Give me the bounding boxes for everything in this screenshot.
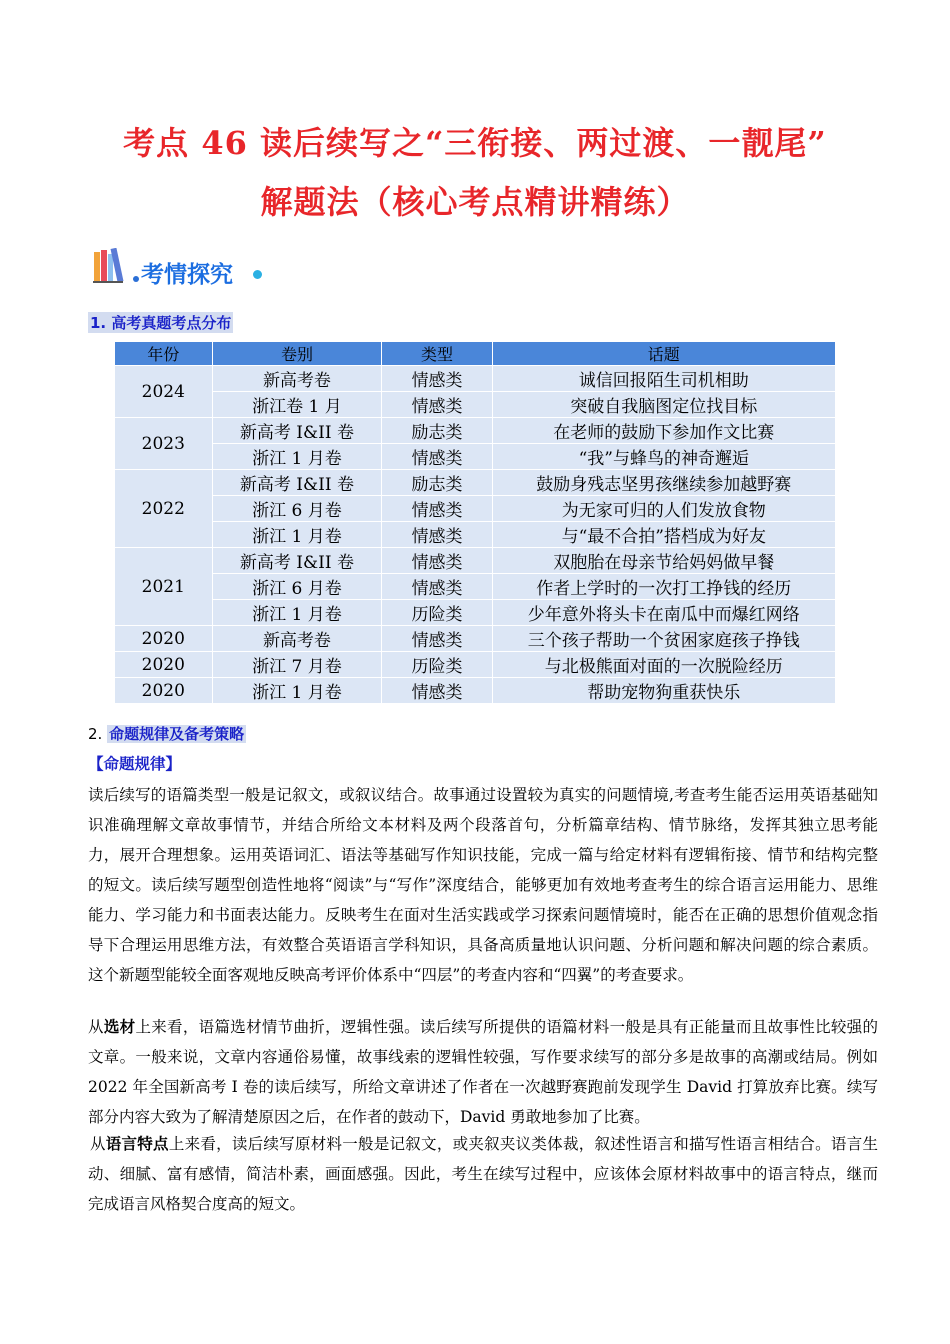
cell-type: 励志类	[382, 418, 492, 444]
header-paper: 卷别	[212, 342, 382, 366]
para2-text: 上来看，语篇选材情节曲折，逻辑性强。读后续写所提供的语篇材料一般是具有正能量而且故事性比较强的文章。一般来说，文章内容通俗易懂，故事线索的逻辑性较强，写作要求续写的部分多是故事的高潮或结局。例如 2022 年全国新高考 I 卷的读后续写，所给文章讲述了作者在一次越野赛跑前发现学生 David 打算放弃比赛。续写部分内容大致为了解清楚原因之后，在作者的鼓动下，David 勇敢地参加了比赛。	[88, 1018, 878, 1126]
cell-year: 2022	[115, 470, 213, 548]
cell-paper: 新高考 I&II 卷	[212, 548, 382, 574]
cell-topic: 少年意外将头卡在南瓜中而爆红网络	[492, 600, 835, 626]
books-icon	[93, 248, 133, 284]
cell-year: 2021	[115, 548, 213, 626]
cell-type: 励志类	[382, 470, 492, 496]
para2-prefix: 从	[88, 1018, 104, 1036]
table-row	[115, 548, 836, 574]
para3-keyword: 语言特点	[105, 1134, 169, 1153]
cell-paper: 浙江 1 月卷	[212, 444, 382, 470]
section2-heading	[88, 723, 246, 744]
table-row	[115, 392, 836, 418]
section2-number: 2.	[88, 725, 103, 743]
cell-topic: 诚信回报陌生司机相助	[492, 366, 835, 392]
cell-year: 2020	[115, 626, 213, 652]
table-header-row	[115, 342, 836, 366]
cell-topic: 帮助宠物狗重获快乐	[492, 678, 835, 704]
cell-paper: 新高考卷	[212, 626, 382, 652]
document-title-line2: 解题法（核心考点精讲精练）	[260, 183, 690, 221]
cell-paper: 浙江 6 月卷	[212, 496, 382, 522]
cell-type: 历险类	[382, 600, 492, 626]
header-year: 年份	[115, 342, 213, 366]
table-row	[115, 678, 836, 704]
cell-year: 2020	[115, 652, 213, 678]
cell-paper: 浙江 6 月卷	[212, 574, 382, 600]
cell-type: 历险类	[382, 652, 492, 678]
section2-title: 命题规律及备考策略	[109, 725, 245, 743]
cell-year: 2024	[115, 366, 213, 418]
cell-topic: 三个孩子帮助一个贫困家庭孩子挣钱	[492, 626, 835, 652]
cell-type: 情感类	[382, 574, 492, 600]
para2-keyword: 选材	[103, 1017, 136, 1036]
exam-distribution-table	[114, 341, 836, 704]
cell-topic: 与北极熊面对面的一次脱险经历	[492, 652, 835, 678]
para3-text: 上来看，读后续写原材料一般是记叙文，或夹叙夹议类体裁，叙述性语言和描写性语言相结合。语言生动、细腻、富有感情，简洁朴素，画面感强。因此，考生在续写过程中，应该体会原材料故事中的语言特点，继而完成语言风格契合度高的短文。	[88, 1135, 878, 1213]
cell-year: 2023	[115, 418, 213, 470]
cell-topic: 与“最不合拍”搭档成为好友	[492, 522, 835, 548]
cell-year: 2020	[115, 678, 213, 704]
table-row	[115, 470, 836, 496]
cell-paper: 新高考卷	[212, 366, 382, 392]
cell-paper: 浙江卷 1 月	[212, 392, 382, 418]
cell-topic: “我”与蜂鸟的神奇邂逅	[492, 444, 835, 470]
paragraph-rules: 读后续写的语篇类型一般是记叙文，或叙议结合。故事通过设置较为真实的问题情境,考查考生能否运用英语基础知识准确理解文章故事情节，并结合所给文本材料及两个段落首句，分析篇章结构、情节脉络，发挥其独立思考能力，展开合理想象。运用英语词汇、语法等基础写作知识技能，完成一篇与给定材料有逻辑衔接、情节和结构完整的短文。读后续写题型创造性地将“阅读”与“写作”深度结合，能够更加有效地考查考生的综合语言运用能力、思维能力、学习能力和书面表达能力。反映考生在面对生活实践或学习探索问题情境时，能否在正确的思想价值观念指导下合理运用思维方法，有效整合英语语言学科知识，具备高质量地认识问题、分析问题和解决问题的综合素质。这个新题型能较全面客观地反映高考评价体系中“四层”的考查内容和“四翼”的考查要求。	[88, 786, 878, 984]
bullet-dot-icon	[133, 276, 139, 282]
table-row	[115, 652, 836, 678]
rules-label: 【命题规律】	[88, 755, 182, 773]
cell-paper: 新高考 I&II 卷	[212, 418, 382, 444]
cell-type: 情感类	[382, 548, 492, 574]
table-body	[115, 366, 836, 704]
document-title-line1: 考点 46 读后续写之“三衔接、两过渡、一靓尾”	[123, 124, 827, 162]
cell-topic: 作者上学时的一次打工挣钱的经历	[492, 574, 835, 600]
decorative-dot-icon	[253, 270, 262, 279]
cell-paper: 新高考 I&II 卷	[212, 470, 382, 496]
cell-type: 情感类	[382, 392, 492, 418]
cell-paper: 浙江 1 月卷	[212, 600, 382, 626]
table-row	[115, 366, 836, 392]
paragraph-language	[88, 1129, 878, 1219]
cell-topic: 突破自我脑图定位找目标	[492, 392, 835, 418]
cell-type: 情感类	[382, 496, 492, 522]
table-row	[115, 626, 836, 652]
cell-paper: 浙江 7 月卷	[212, 652, 382, 678]
table-row	[115, 574, 836, 600]
cell-topic: 鼓励身残志坚男孩继续参加越野赛	[492, 470, 835, 496]
cell-paper: 浙江 1 月卷	[212, 522, 382, 548]
cell-topic: 为无家可归的人们发放食物	[492, 496, 835, 522]
cell-type: 情感类	[382, 522, 492, 548]
cell-type: 情感类	[382, 678, 492, 704]
cell-topic: 双胞胎在母亲节给妈妈做早餐	[492, 548, 835, 574]
header-type: 类型	[382, 342, 492, 366]
paragraph-material	[88, 1012, 878, 1132]
cell-topic: 在老师的鼓励下参加作文比赛	[492, 418, 835, 444]
para3-prefix: 从	[90, 1135, 106, 1153]
banner-title: 考情探究	[141, 262, 233, 288]
cell-type: 情感类	[382, 366, 492, 392]
cell-paper: 浙江 1 月卷	[212, 678, 382, 704]
table-row	[115, 600, 836, 626]
table-row	[115, 496, 836, 522]
table-row	[115, 444, 836, 470]
header-topic: 话题	[492, 342, 835, 366]
section1-heading: 1. 高考真题考点分布	[90, 314, 232, 332]
cell-type: 情感类	[382, 444, 492, 470]
table-row	[115, 522, 836, 548]
cell-type: 情感类	[382, 626, 492, 652]
table-row	[115, 418, 836, 444]
